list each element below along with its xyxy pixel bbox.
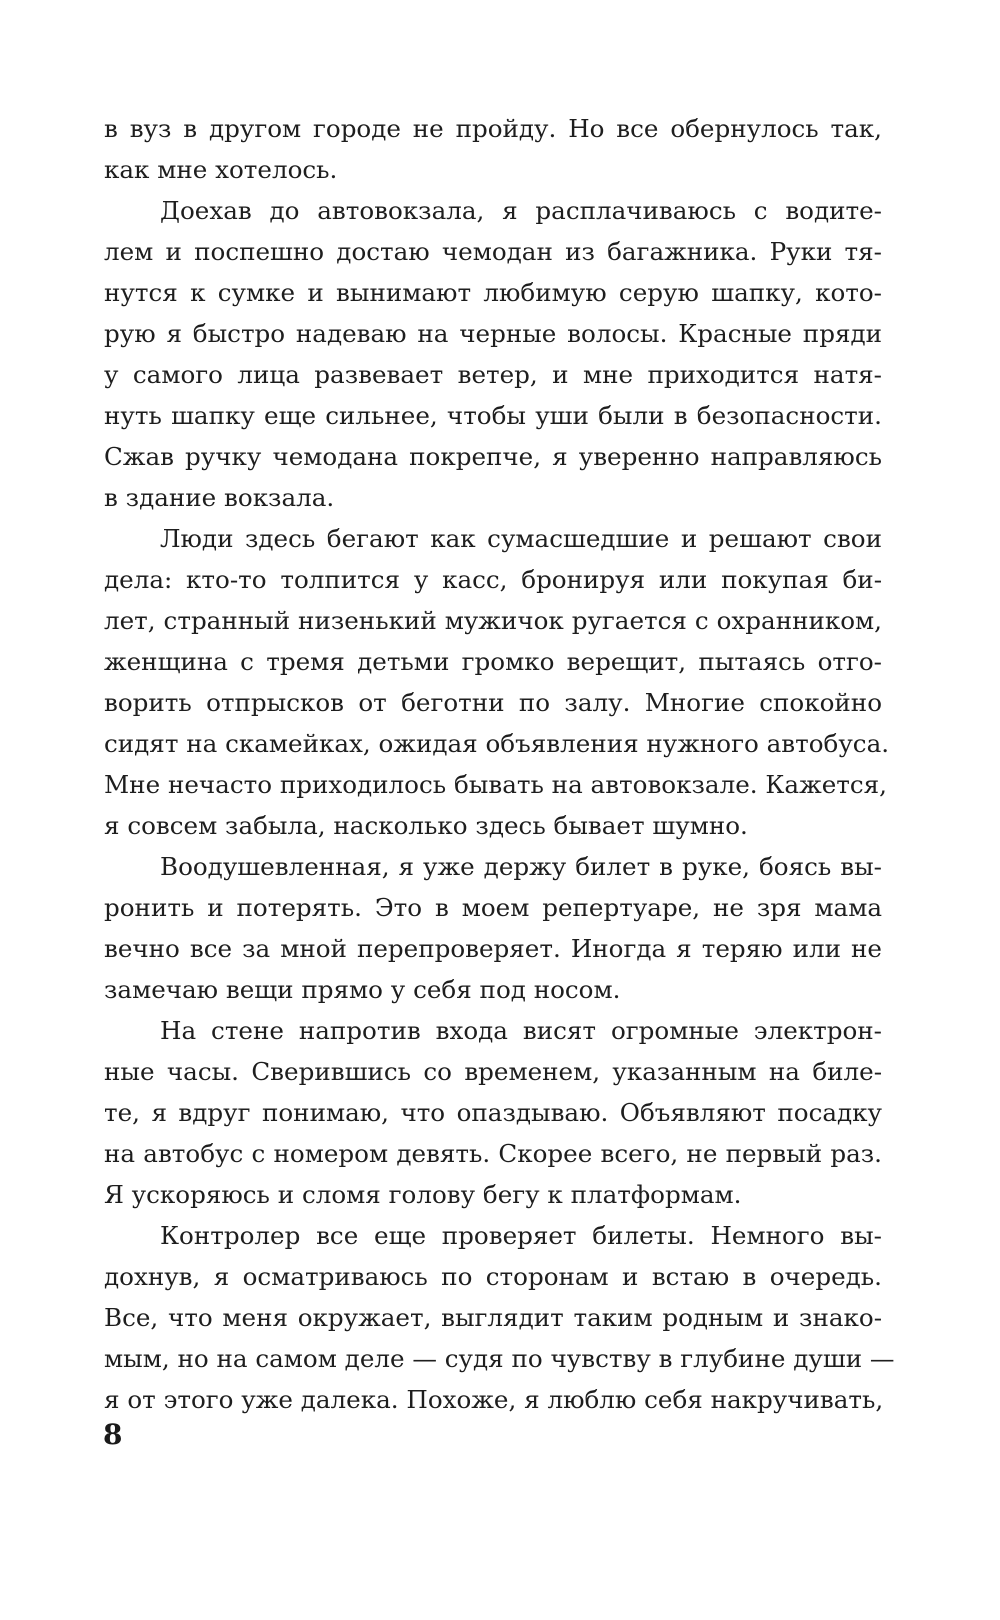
text-line: мым, но на самом деле — судя по чувству в глубине души — [104, 1344, 895, 1373]
text-line: в здание вокзала. [104, 483, 335, 512]
text-line: дела: кто-то толпится у касс, бронируя или покупая би- [104, 565, 882, 594]
text-line: дохнув, я осматриваюсь по сторонам и встаю в очередь. [104, 1262, 882, 1291]
text-line: я от этого уже далека. Похоже, я люблю себя накручивать, [104, 1385, 884, 1414]
text-line: женщина с тремя детьми громко верещит, пытаясь отго- [104, 647, 882, 676]
text-line: нутся к сумке и вынимают любимую серую шапку, кото- [104, 278, 882, 307]
paragraph [104, 108, 882, 190]
paragraph [104, 190, 882, 518]
text-line: ронить и потерять. Это в моем репертуаре, не зря мама [104, 893, 882, 922]
text-line: лем и поспешно достаю чемодан из багажника. Руки тя- [104, 237, 882, 266]
text-line: как мне хотелось. [104, 155, 338, 184]
body-text [104, 108, 895, 1420]
text-line: лет, странный низенький мужичок ругается с охранником, [104, 606, 882, 635]
text-line: Я ускоряюсь и сломя голову бегу к платформам. [104, 1180, 742, 1209]
text-line: вечно все за мной перепроверяет. Иногда я теряю или не [104, 934, 882, 963]
text-line: рую я быстро надеваю на черные волосы. Красные пряди [104, 319, 882, 348]
text-line: те, я вдруг понимаю, что опаздываю. Объявляют посадку [104, 1098, 882, 1127]
text-line: я совсем забыла, насколько здесь бывает шумно. [104, 811, 748, 840]
paragraph [104, 1215, 895, 1420]
text-line: Контролер все еще проверяет билеты. Немного вы- [160, 1221, 882, 1250]
text-line: сидят на скамейках, ожидая объявления нужного автобуса. [104, 729, 890, 758]
text-line: На стене напротив входа висят огромные электрон- [160, 1016, 882, 1045]
text-line: в вуз в другом городе не пройду. Но все обернулось так, [104, 114, 882, 143]
text-line: Мне нечасто приходилось бывать на автовокзале. Кажется, [104, 770, 887, 799]
paragraph [104, 518, 890, 846]
text-line: Доехав до автовокзала, я расплачиваюсь с водите- [160, 196, 882, 225]
text-line: ворить отпрысков от беготни по залу. Многие спокойно [104, 688, 882, 717]
paragraph [104, 846, 882, 1010]
page-number: 8 [103, 1418, 123, 1451]
text-line: Воодушевленная, я уже держу билет в руке, боясь вы- [160, 852, 882, 881]
text-line: Сжав ручку чемодана покрепче, я уверенно направляюсь [104, 442, 882, 471]
text-line: ные часы. Сверившись со временем, указанным на биле- [104, 1057, 882, 1086]
text-line: у самого лица развевает ветер, и мне приходится натя- [104, 360, 882, 389]
paragraph [104, 1010, 882, 1215]
text-line: нуть шапку еще сильнее, чтобы уши были в безопасности. [104, 401, 882, 430]
text-line: Люди здесь бегают как сумасшедшие и решают свои [160, 524, 882, 553]
text-line: Все, что меня окружает, выглядит таким родным и знако- [104, 1303, 882, 1332]
text-line: замечаю вещи прямо у себя под носом. [104, 975, 621, 1004]
text-line: на автобус с номером девять. Скорее всего, не первый раз. [104, 1139, 882, 1168]
